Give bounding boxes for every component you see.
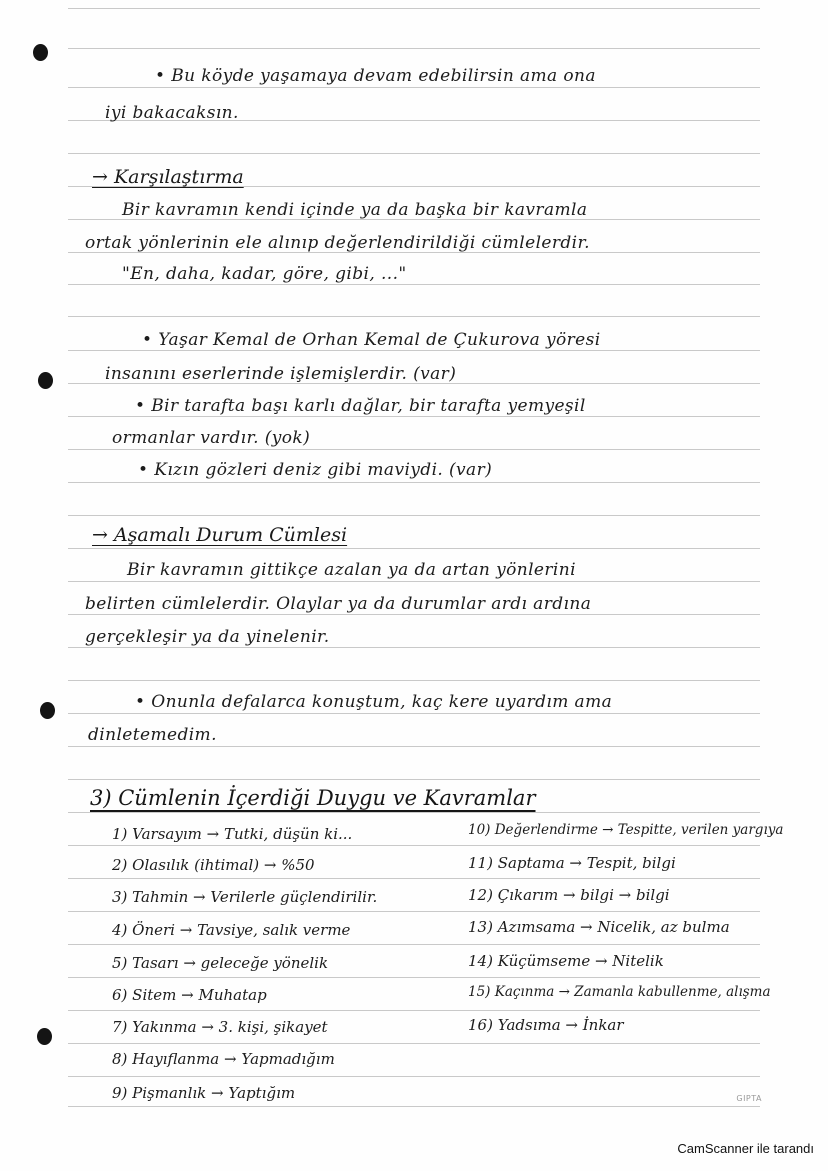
ruled-line xyxy=(68,87,760,88)
ruled-line xyxy=(68,515,760,516)
text-line: • Kızın gözleri deniz gibi maviydi. (var) xyxy=(138,460,493,480)
text-line: • Bu köyde yaşamaya devam edebilirsin ama ona xyxy=(155,66,596,86)
text-line: • Onunla defalarca konuştum, kaç kere uyardım ama xyxy=(135,692,613,712)
ruled-line xyxy=(68,1010,760,1011)
list-item-left: 3) Tahmin → Verilerle güçlendirilir. xyxy=(112,888,378,906)
ruled-line xyxy=(68,779,760,780)
ruled-line xyxy=(68,548,760,549)
ruled-line xyxy=(68,911,760,912)
text-line: insanını eserlerinde işlemişlerdir. (var) xyxy=(105,364,457,384)
ruled-line xyxy=(68,977,760,978)
list-item-right: 10) Değerlendirme → Tespitte, verilen yargıya xyxy=(468,822,784,838)
text-line: Bir kavramın gittikçe azalan ya da artan yönlerini xyxy=(127,560,576,580)
ruled-line xyxy=(68,350,760,351)
ruled-line xyxy=(68,812,760,813)
list-item-right: 15) Kaçınma → Zamanla kabullenme, alışma xyxy=(468,984,771,1000)
list-item-right: 11) Saptama → Tespit, bilgi xyxy=(468,854,676,872)
ruled-line xyxy=(68,878,760,879)
binder-hole xyxy=(40,702,55,719)
list-item-left: 6) Sitem → Muhatap xyxy=(112,986,267,1004)
ruled-line xyxy=(68,1076,760,1077)
ruled-line xyxy=(68,581,760,582)
ruled-line xyxy=(68,284,760,285)
list-item-right: 13) Azımsama → Nicelik, az bulma xyxy=(468,918,730,936)
scanner-footer: CamScanner ile tarandı xyxy=(677,1141,814,1156)
text-line: ortak yönlerinin ele alınıp değerlendirildiği cümlelerdir. xyxy=(85,233,590,253)
list-item-left: 8) Hayıflanma → Yapmadığım xyxy=(112,1050,335,1068)
paper-brand-stamp: GIPTA xyxy=(736,1094,762,1103)
text-line: "En, daha, kadar, göre, gibi, ..." xyxy=(122,264,407,284)
list-item-left: 4) Öneri → Tavsiye, salık verme xyxy=(112,921,351,939)
text-line: dinletemedim. xyxy=(88,725,217,745)
heading-asamali-durum: → Aşamalı Durum Cümlesi xyxy=(92,524,348,546)
list-item-left: 5) Tasarı → geleceğe yönelik xyxy=(112,954,329,972)
ruled-line xyxy=(68,48,760,49)
list-item-right: 14) Küçümseme → Nitelik xyxy=(468,952,664,970)
ruled-line xyxy=(68,482,760,483)
ruled-line xyxy=(68,416,760,417)
binder-hole xyxy=(37,1028,52,1045)
text-line: • Bir tarafta başı karlı dağlar, bir tarafta yemyeşil xyxy=(135,396,586,416)
ruled-line xyxy=(68,944,760,945)
list-item-right: 12) Çıkarım → bilgi → bilgi xyxy=(468,886,670,904)
ruled-line xyxy=(68,1043,760,1044)
section-heading-duygu: 3) Cümlenin İçerdiği Duygu ve Kavramlar xyxy=(90,786,536,810)
ruled-line xyxy=(68,845,760,846)
text-line: iyi bakacaksın. xyxy=(105,103,239,123)
list-item-left: 2) Olasılık (ihtimal) → %50 xyxy=(112,856,315,874)
binder-hole xyxy=(33,44,48,61)
text-line: belirten cümlelerdir. Olaylar ya da durumlar ardı ardına xyxy=(85,594,592,614)
list-item-left: 7) Yakınma → 3. kişi, şikayet xyxy=(112,1018,328,1036)
list-item-left: 1) Varsayım → Tutki, düşün ki... xyxy=(112,825,353,843)
text-line: Bir kavramın kendi içinde ya da başka bir kavramla xyxy=(122,200,588,220)
ruled-line xyxy=(68,680,760,681)
text-line: • Yaşar Kemal de Orhan Kemal de Çukurova yöresi xyxy=(142,330,601,350)
ruled-line xyxy=(68,449,760,450)
text-line: ormanlar vardır. (yok) xyxy=(112,428,311,448)
ruled-line xyxy=(68,713,760,714)
ruled-line xyxy=(68,1106,760,1107)
ruled-line xyxy=(68,614,760,615)
ruled-line xyxy=(68,647,760,648)
ruled-line xyxy=(68,8,760,9)
text-line: gerçekleşir ya da yinelenir. xyxy=(85,627,330,647)
binder-hole xyxy=(38,372,53,389)
list-item-left: 9) Pişmanlık → Yaptığım xyxy=(112,1084,296,1102)
ruled-line xyxy=(68,153,760,154)
ruled-line xyxy=(68,316,760,317)
heading-karsilastirma: → Karşılaştırma xyxy=(92,166,244,188)
list-item-right: 16) Yadsıma → İnkar xyxy=(468,1016,624,1034)
ruled-line xyxy=(68,746,760,747)
